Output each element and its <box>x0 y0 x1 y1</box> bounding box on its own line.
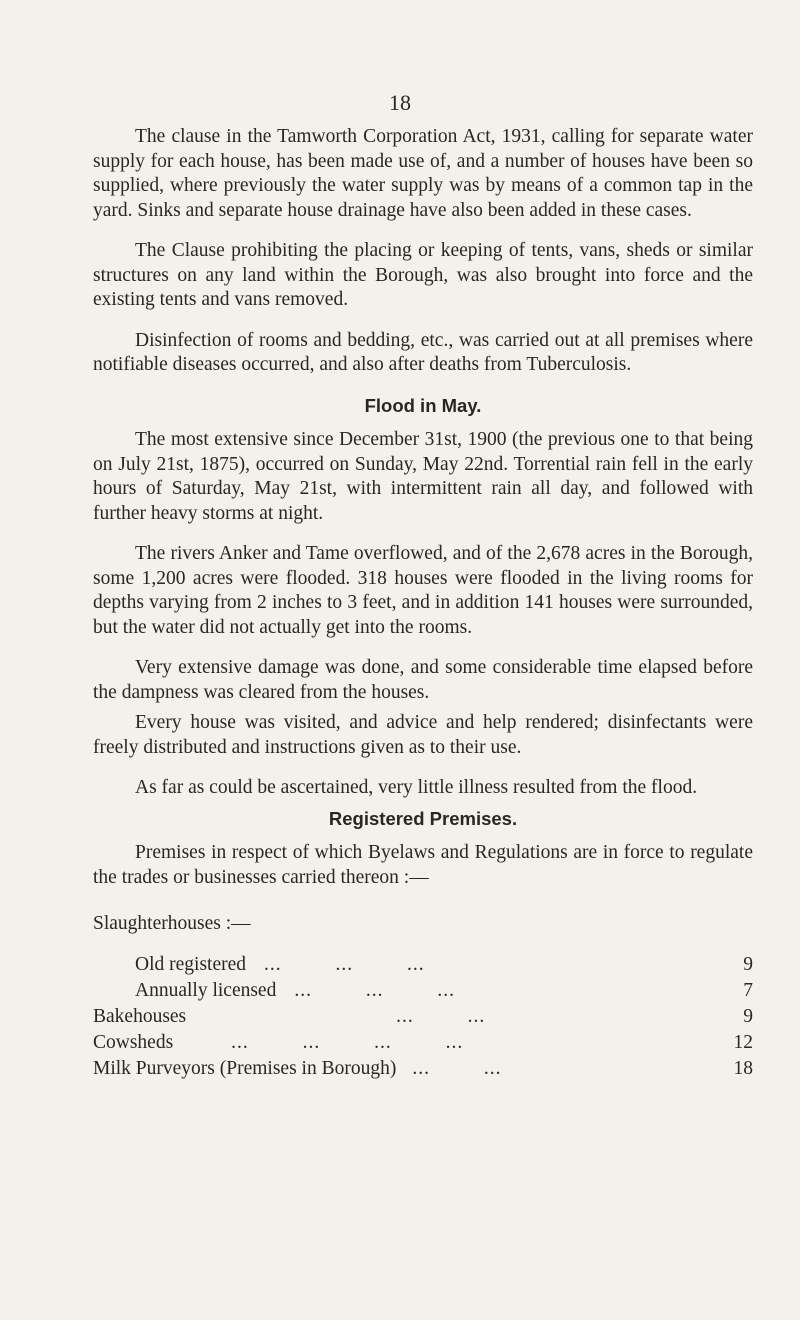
item-value: 9 <box>743 953 753 975</box>
premises-list <box>93 953 753 1083</box>
item-value: 7 <box>743 979 753 1001</box>
item-label: Old registered <box>135 953 247 975</box>
page-body <box>93 125 753 1083</box>
dot-leader: ... ... <box>396 1005 486 1027</box>
paragraph-registered-intro: Premises in respect of which Byelaws and Regulations are in force to regulate the trades or businesses carried thereon :— <box>93 842 753 888</box>
paragraph-flood-illness: As far as could be ascertained, very little illness resulted from the flood. <box>135 777 698 798</box>
paragraph-disinfection: Disinfection of rooms and bedding, etc., was carried out at all premises where notifiable diseases occurred, and also after deaths from Tuberculosis. <box>93 329 753 375</box>
list-item <box>93 953 753 979</box>
page-number: 18 <box>389 90 411 115</box>
paragraph-flood-damage: Very extensive damage was done, and some considerable time elapsed before the dampness was cleared from the houses. <box>93 657 753 703</box>
item-label: Milk Purveyors (Premises in Borough) <box>93 1057 397 1079</box>
paragraph-flood-rivers: The rivers Anker and Tame overflowed, and of the 2,678 acres in the Borough, some 1,200 acres were flooded. 318 houses were flooded in the living rooms for depths varying from 2 inches to 3 feet, and in addition 141 houses were surrounded, but the water did not actually get into the rooms. <box>93 543 753 638</box>
dot-leader: ... ... ... ... <box>231 1031 464 1053</box>
list-item <box>93 1031 753 1057</box>
paragraph-flood-extent: The most extensive since December 31st, 1900 (the previous one to that being on July 21st, 1875), occurred on Sunday, May 22nd. Torrential rain fell in the early hours of Saturday, May 21st, with intermittent rain all day, and followed with further heavy storms at night. <box>93 429 753 524</box>
paragraph-flood-visits: Every house was visited, and advice and help rendered; disinfectants were freely distributed and instructions given as to their use. <box>93 712 753 758</box>
list-item <box>93 1005 753 1031</box>
item-value: 9 <box>743 1005 753 1027</box>
list-item <box>93 1057 753 1083</box>
item-label: Cowsheds <box>93 1031 174 1053</box>
dot-leader: ... ... ... <box>294 979 455 1001</box>
dot-leader: ... ... <box>412 1057 502 1079</box>
item-value: 18 <box>733 1057 753 1079</box>
dot-leader: ... ... ... <box>264 953 425 975</box>
paragraph-water-supply: The clause in the Tamworth Corporation Act, 1931, calling for separate water supply for each house, has been made use of, and a number of houses have been so supplied, where previously the water supply was by means of a common tap in the yard. Sinks and separate house drainage have also been added in these cases. <box>93 126 753 221</box>
item-label: Bakehouses <box>93 1005 187 1027</box>
paragraph-tents-clause: The Clause prohibiting the placing or keeping of tents, vans, sheds or similar structures on any land within the Borough, was also brought into force and the existing tents and vans removed. <box>93 240 753 310</box>
heading-registered-premises: Registered Premises. <box>328 807 518 829</box>
heading-flood: Flood in May. <box>364 394 482 416</box>
item-value: 12 <box>733 1031 753 1053</box>
slaughterhouses-heading: Slaughterhouses :— <box>93 913 251 934</box>
list-item <box>93 979 753 1005</box>
item-label: Annually licensed <box>135 979 277 1001</box>
